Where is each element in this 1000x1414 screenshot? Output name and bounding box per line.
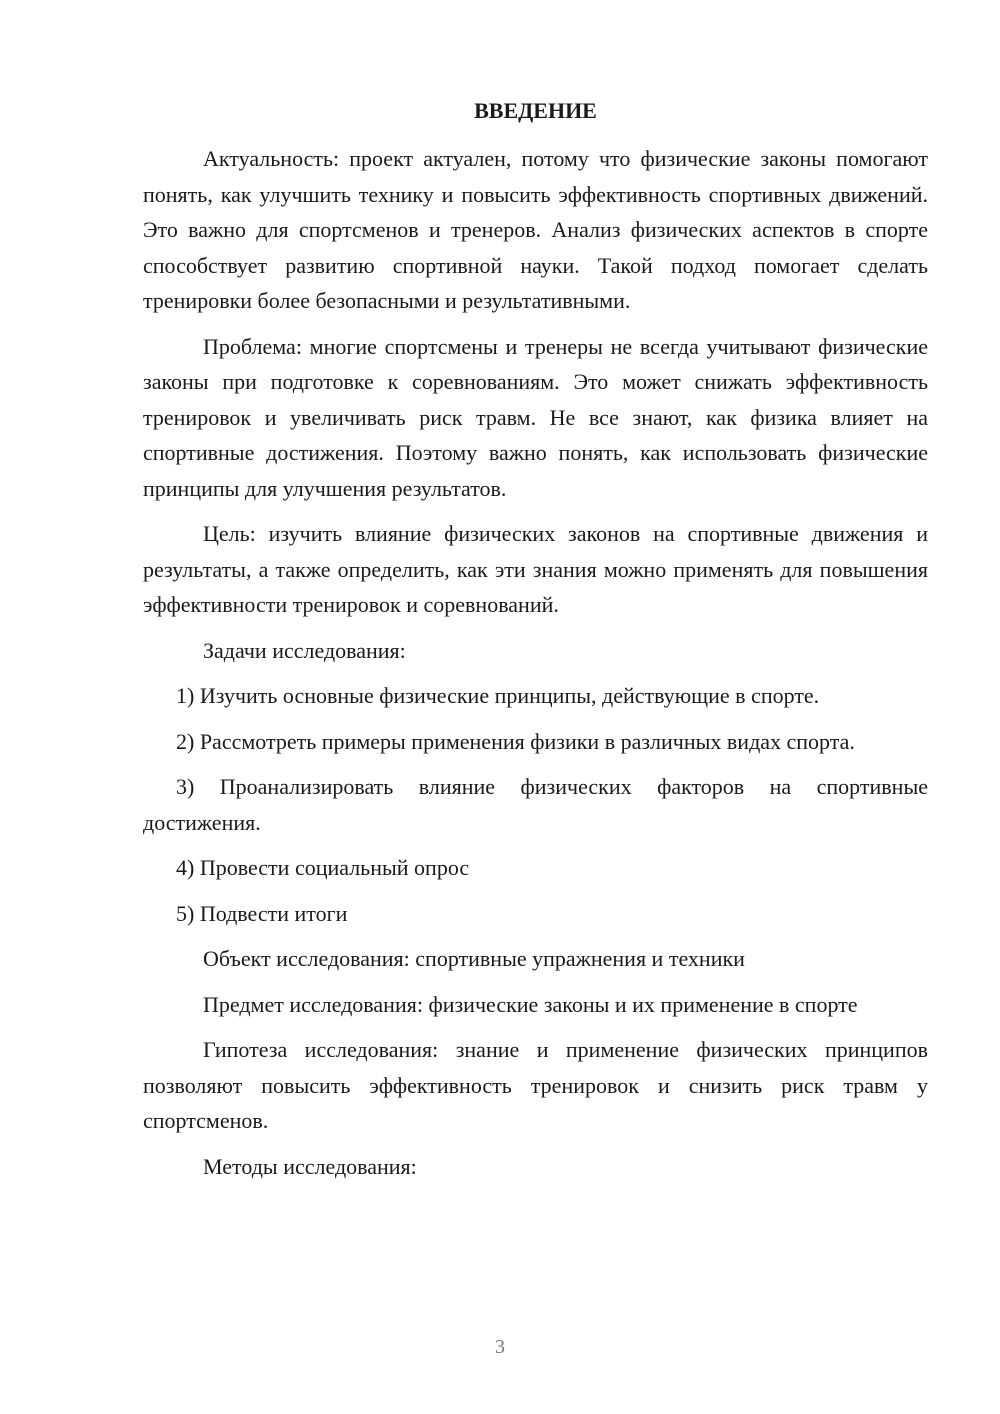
paragraph-subject: Предмет исследования: физические законы и их применение в спорте [203,991,858,1017]
paragraph-hypothesis: Гипотеза исследования: знание и применение физических принципов позволяют повысить эффективность тренировок и снизить риск травм у спортсменов. [143,1037,928,1133]
paragraph-problem: Проблема: многие спортсмены и тренеры не всегда учитывают физические законы при подготовке к соревнованиям. Это может снижать эффективность тренировок и увеличивать риск травм. Не все знают, как физика влияет на спортивные достижения. Поэтому важно понять, как использовать физические принципы для улучшения результатов. [143,333,928,501]
task-item-5: 5) Подвести итоги [176,900,348,926]
task-item-2: 2) Рассмотреть примеры применения физики в различных видах спорта. [176,728,855,754]
paragraph-object: Объект исследования: спортивные упражнения и техники [203,946,745,971]
page-title: ВВЕДЕНИЕ [474,98,597,123]
task-item-3: 3) Проанализировать влияние физических факторов на спортивные достижения. [143,774,928,835]
paragraph-tasks-heading: Задачи исследования: [203,637,406,663]
document-body [143,141,928,1184]
paragraph-relevance: Актуальность: проект актуален, потому что физические законы помогают понять, как улучшить технику и повысить эффективность спортивных движений. Это важно для спортсменов и тренеров. Анализ физических аспектов в спорте способствует развитию спортивной науки. Такой подход помогает сделать тренировки более безопасными и результативными. [143,146,928,313]
page-number: 3 [495,1336,505,1358]
paragraph-methods: Методы исследования: [203,1153,417,1179]
task-item-4: 4) Провести социальный опрос [176,855,470,880]
task-item-1: 1) Изучить основные физические принципы, действующие в спорте. [176,683,820,708]
paragraph-goal: Цель: изучить влияние физических законов на спортивные движения и результаты, а также определить, как эти знания можно применять для повышения эффективности тренировок и соревнований. [143,521,928,617]
